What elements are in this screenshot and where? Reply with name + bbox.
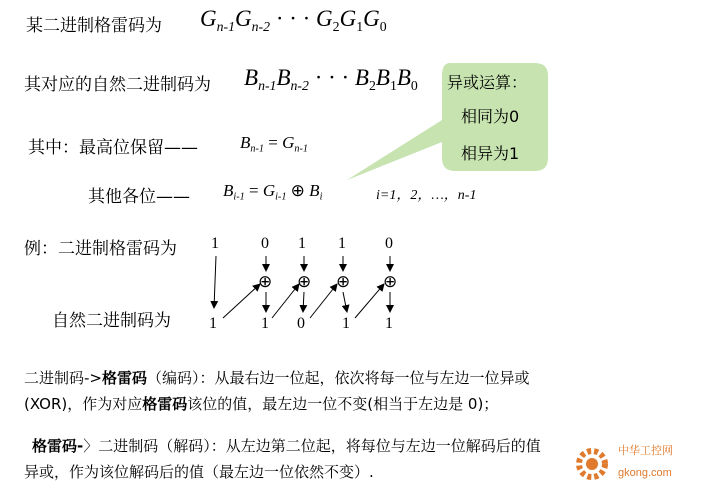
gear-icon — [579, 451, 605, 477]
other-bits-label: 其他各位—— — [88, 187, 190, 207]
xor-symbol: ⊕ — [383, 272, 398, 291]
arrow-carry — [310, 284, 337, 318]
gray-bit: 1 — [338, 235, 346, 252]
example-gray-label: 例：二进制格雷码为 — [24, 239, 177, 259]
binary-bit: 1 — [385, 315, 393, 332]
xor-symbol: ⊕ — [336, 272, 351, 291]
gray-bit: 1 — [298, 235, 306, 252]
msb-rule-formula: $B_{n-1} = G_{n-1}$ — [240, 133, 308, 155]
watermark-graphic — [570, 436, 710, 486]
binary-code-formula: $B_{n-1}B_{n-2}$ · · · $B_2B_1B_0$ — [244, 65, 418, 93]
callout-diff: 相异为1 — [461, 144, 520, 163]
arrow-carry — [272, 284, 299, 318]
callout-title: 异或运算： — [447, 73, 528, 92]
binary-bit: 0 — [297, 315, 305, 332]
gray-bit: 1 — [211, 235, 219, 252]
xor-symbol: ⊕ — [297, 272, 312, 291]
gray-code-formula: $G_{n-1}G_{n-2}$ · · · $G_2G_1G_0$ — [200, 6, 387, 34]
gray-bit: 0 — [261, 235, 269, 252]
decode-paragraph: 格雷码-〉二进制码（解码）：从左边第二位起，将每位与左边一位解码后的值 异或，作为该位解码后的值（最左边一位依然不变）. — [24, 437, 541, 481]
arrow-carry — [355, 284, 384, 318]
msb-rule-label: 其中：最高位保留—— — [28, 138, 198, 158]
arrow-carry — [223, 284, 260, 318]
binary-code-label: 其对应的自然二进制码为 — [24, 75, 211, 95]
binary-bit: 1 — [261, 315, 269, 332]
xor-symbol: ⊕ — [258, 272, 273, 291]
other-bits-formula: $B_{i-1} = G_{i-1}$ ⊕ $B_i$ — [223, 181, 323, 203]
arrow-xor-to-binary — [303, 292, 304, 312]
callout-same: 相同为0 — [461, 107, 520, 126]
arrow-msb — [214, 256, 216, 308]
binary-bit: 1 — [209, 315, 217, 332]
encode-paragraph: 二进制码->格雷码（编码）：从最右边一位起，依次将每一位与左边一位异或 (XOR)，作为对应格雷码该位的值，最左边一位不变(相当于左边是 0)； — [24, 369, 530, 413]
watermark-url: gkong.com — [618, 467, 672, 479]
gray-code-label: 某二进制格雷码为 — [26, 16, 162, 36]
example-binary-label: 自然二进制码为 — [52, 311, 171, 331]
index-range: i=1，2，…，n-1 — [376, 188, 477, 203]
gkong-watermark — [570, 436, 710, 490]
gray-bit: 0 — [385, 235, 393, 252]
arrow-xor-to-binary — [343, 292, 347, 312]
binary-bit: 1 — [342, 315, 350, 332]
watermark-title: 中华工控网 — [618, 445, 673, 457]
